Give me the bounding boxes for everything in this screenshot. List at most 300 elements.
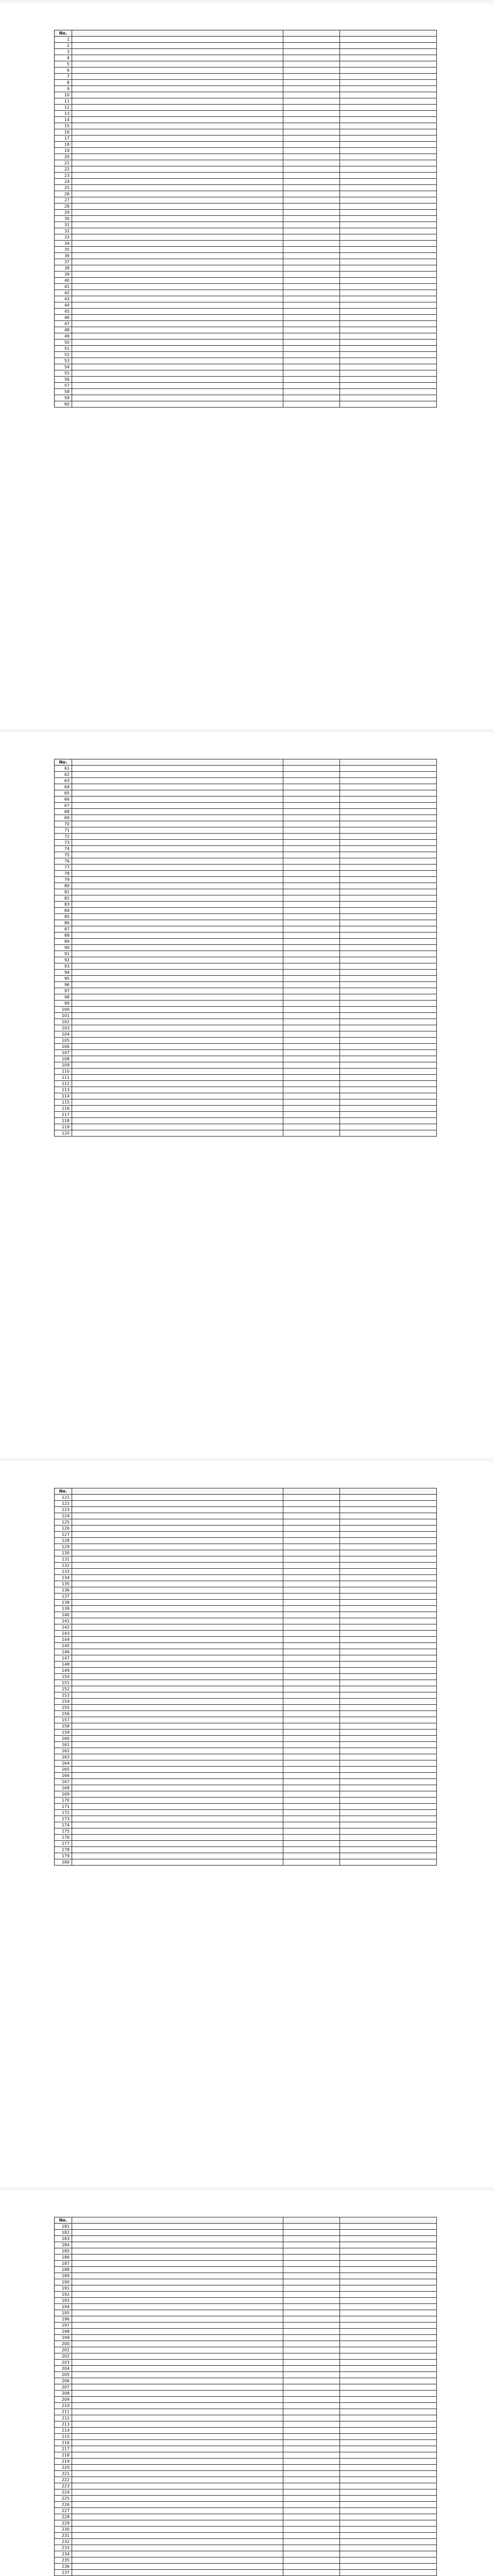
table-row xyxy=(55,778,437,784)
row-name xyxy=(72,902,283,908)
row-status xyxy=(283,877,340,883)
row-note xyxy=(340,2477,437,2483)
row-status xyxy=(283,123,340,129)
row-number: 137 xyxy=(55,1594,72,1600)
row-name xyxy=(72,315,283,321)
table-row xyxy=(55,135,437,142)
row-number: 128 xyxy=(55,1538,72,1544)
row-status xyxy=(283,1526,340,1532)
table-row xyxy=(55,2248,437,2255)
row-name xyxy=(72,55,283,61)
row-number: 175 xyxy=(55,1828,72,1835)
row-name xyxy=(72,766,283,772)
row-status xyxy=(283,364,340,370)
row-number: 95 xyxy=(55,976,72,982)
row-status xyxy=(283,2298,340,2304)
row-status xyxy=(283,265,340,272)
table-row xyxy=(55,2242,437,2248)
row-note xyxy=(340,1507,437,1513)
listing-table xyxy=(54,759,437,1137)
table-header-cell-0: No. xyxy=(55,759,72,766)
row-name xyxy=(72,1624,283,1631)
table-row xyxy=(55,1581,437,1587)
row-number: 182 xyxy=(55,2230,72,2236)
row-status xyxy=(283,1631,340,1637)
row-note xyxy=(340,191,437,197)
row-status xyxy=(283,191,340,197)
row-number: 44 xyxy=(55,302,72,309)
row-status xyxy=(283,1612,340,1618)
row-note xyxy=(340,247,437,253)
table-row xyxy=(55,1828,437,1835)
row-number: 223 xyxy=(55,2483,72,2489)
row-name xyxy=(72,111,283,117)
table-row xyxy=(55,1662,437,1668)
table-row xyxy=(55,272,437,278)
row-number: 122 xyxy=(55,1501,72,1507)
row-name xyxy=(72,809,283,815)
row-note xyxy=(340,216,437,222)
row-name xyxy=(72,2446,283,2452)
row-name xyxy=(72,2557,283,2564)
row-note xyxy=(340,166,437,173)
table-row xyxy=(55,2341,437,2347)
table-row xyxy=(55,179,437,185)
row-number: 74 xyxy=(55,846,72,852)
row-note xyxy=(340,2421,437,2428)
row-note xyxy=(340,2378,437,2384)
row-name xyxy=(72,98,283,105)
row-number: 66 xyxy=(55,796,72,803)
row-number: 36 xyxy=(55,253,72,259)
table-row xyxy=(55,1668,437,1674)
table-row xyxy=(55,2298,437,2304)
row-number: 181 xyxy=(55,2224,72,2230)
row-note xyxy=(340,2496,437,2502)
table-row xyxy=(55,1649,437,1655)
row-name xyxy=(72,2551,283,2557)
row-name xyxy=(72,2292,283,2298)
row-name xyxy=(72,2347,283,2353)
row-number: 102 xyxy=(55,1019,72,1025)
table-row xyxy=(55,117,437,123)
row-status xyxy=(283,234,340,241)
row-note xyxy=(340,315,437,321)
row-status xyxy=(283,1112,340,1118)
row-name xyxy=(72,340,283,346)
row-name xyxy=(72,1600,283,1606)
row-name xyxy=(72,2323,283,2329)
row-note xyxy=(340,1124,437,1130)
row-name xyxy=(72,1674,283,1680)
row-number: 169 xyxy=(55,1791,72,1798)
row-note xyxy=(340,2520,437,2527)
row-status xyxy=(283,1093,340,1099)
row-note xyxy=(340,1662,437,1668)
row-status xyxy=(283,1637,340,1643)
row-number: 45 xyxy=(55,309,72,315)
row-note xyxy=(340,1723,437,1730)
row-number: 76 xyxy=(55,858,72,865)
row-status xyxy=(283,2329,340,2335)
row-number: 119 xyxy=(55,1124,72,1130)
table-row xyxy=(55,920,437,926)
table-row xyxy=(55,1773,437,1779)
row-note xyxy=(340,358,437,364)
table-row xyxy=(55,333,437,340)
row-note xyxy=(340,173,437,179)
row-note xyxy=(340,2366,437,2372)
row-note xyxy=(340,1736,437,1742)
row-status xyxy=(283,2230,340,2236)
table-row xyxy=(55,1767,437,1773)
table-row xyxy=(55,1038,437,1044)
row-note xyxy=(340,2514,437,2520)
row-number: 21 xyxy=(55,160,72,166)
row-note xyxy=(340,67,437,74)
table-row xyxy=(55,1606,437,1612)
table-row xyxy=(55,327,437,333)
row-number: 178 xyxy=(55,1847,72,1853)
row-note xyxy=(340,2255,437,2261)
table-row xyxy=(55,2366,437,2372)
row-note xyxy=(340,61,437,67)
row-status xyxy=(283,1816,340,1822)
row-note xyxy=(340,951,437,957)
table-row xyxy=(55,395,437,401)
table-row xyxy=(55,2279,437,2285)
row-note xyxy=(340,2557,437,2564)
row-number: 90 xyxy=(55,945,72,951)
row-name xyxy=(72,278,283,284)
row-status xyxy=(283,1013,340,1019)
row-status xyxy=(283,272,340,278)
table-row xyxy=(55,1587,437,1594)
row-number: 142 xyxy=(55,1624,72,1631)
table-row xyxy=(55,2230,437,2236)
row-status xyxy=(283,883,340,889)
row-note xyxy=(340,2551,437,2557)
row-number: 151 xyxy=(55,1680,72,1686)
row-status xyxy=(283,1538,340,1544)
row-note xyxy=(340,1025,437,1031)
row-number: 224 xyxy=(55,2489,72,2496)
table-row xyxy=(55,2483,437,2489)
row-number: 147 xyxy=(55,1655,72,1662)
row-status xyxy=(283,1699,340,1705)
table-row xyxy=(55,2440,437,2446)
row-number: 23 xyxy=(55,173,72,179)
row-name xyxy=(72,2459,283,2465)
row-status xyxy=(283,1668,340,1674)
row-status xyxy=(283,92,340,98)
row-note xyxy=(340,1618,437,1624)
row-note xyxy=(340,1804,437,1810)
row-number: 186 xyxy=(55,2255,72,2261)
row-status xyxy=(283,117,340,123)
table-row xyxy=(55,2570,437,2576)
table-row xyxy=(55,43,437,49)
row-status xyxy=(283,197,340,204)
row-note xyxy=(340,370,437,377)
row-status xyxy=(283,1841,340,1847)
row-status xyxy=(283,2261,340,2267)
row-name xyxy=(72,296,283,302)
row-note xyxy=(340,49,437,55)
row-note xyxy=(340,1130,437,1137)
row-status xyxy=(283,2489,340,2496)
row-status xyxy=(283,1779,340,1785)
row-number: 19 xyxy=(55,148,72,154)
row-note xyxy=(340,55,437,61)
table-row xyxy=(55,340,437,346)
row-note xyxy=(340,2564,437,2570)
table-row xyxy=(55,86,437,92)
row-name xyxy=(72,1736,283,1742)
row-status xyxy=(283,179,340,185)
row-status xyxy=(283,1798,340,1804)
row-note xyxy=(340,2391,437,2397)
row-note xyxy=(340,321,437,327)
table-row xyxy=(55,80,437,86)
row-number: 231 xyxy=(55,2533,72,2539)
row-status xyxy=(283,1692,340,1699)
table-row xyxy=(55,957,437,963)
table-row xyxy=(55,166,437,173)
table-row xyxy=(55,988,437,994)
row-number: 68 xyxy=(55,809,72,815)
row-status xyxy=(283,383,340,389)
table-row xyxy=(55,2564,437,2570)
table-row xyxy=(55,895,437,902)
row-name xyxy=(72,790,283,796)
row-number: 194 xyxy=(55,2304,72,2310)
row-note xyxy=(340,210,437,216)
row-status xyxy=(283,1649,340,1655)
row-note xyxy=(340,1519,437,1526)
row-name xyxy=(72,284,283,290)
row-status xyxy=(283,1025,340,1031)
row-number: 107 xyxy=(55,1050,72,1056)
table-row xyxy=(55,259,437,265)
row-name xyxy=(72,2236,283,2242)
table-row xyxy=(55,74,437,80)
row-number: 129 xyxy=(55,1544,72,1550)
row-number: 73 xyxy=(55,840,72,846)
row-status xyxy=(283,1773,340,1779)
row-note xyxy=(340,803,437,809)
row-status xyxy=(283,1056,340,1062)
row-status xyxy=(283,2533,340,2539)
row-name xyxy=(72,389,283,395)
row-name xyxy=(72,970,283,976)
table-row xyxy=(55,370,437,377)
row-status xyxy=(283,370,340,377)
table-row xyxy=(55,908,437,914)
row-number: 105 xyxy=(55,1038,72,1044)
row-number: 172 xyxy=(55,1810,72,1816)
row-status xyxy=(283,352,340,358)
table-row xyxy=(55,1779,437,1785)
table-row xyxy=(55,945,437,951)
row-name xyxy=(72,982,283,988)
row-number: 206 xyxy=(55,2378,72,2384)
table-row xyxy=(55,1563,437,1569)
row-note xyxy=(340,1692,437,1699)
row-number: 184 xyxy=(55,2242,72,2248)
row-status xyxy=(283,865,340,871)
row-note xyxy=(340,902,437,908)
table-row xyxy=(55,2421,437,2428)
row-status xyxy=(283,914,340,920)
row-note xyxy=(340,2298,437,2304)
row-status xyxy=(283,1655,340,1662)
row-status xyxy=(283,1587,340,1594)
row-number: 149 xyxy=(55,1668,72,1674)
row-name xyxy=(72,2360,283,2366)
row-status xyxy=(283,2248,340,2255)
row-name xyxy=(72,302,283,309)
row-note xyxy=(340,766,437,772)
row-note xyxy=(340,340,437,346)
table-row xyxy=(55,1526,437,1532)
row-number: 234 xyxy=(55,2551,72,2557)
row-name xyxy=(72,2477,283,2483)
table-row xyxy=(55,2397,437,2403)
row-name xyxy=(72,2316,283,2323)
table-row xyxy=(55,963,437,970)
row-note xyxy=(340,92,437,98)
table-header-cell-2 xyxy=(283,759,340,766)
row-note xyxy=(340,1748,437,1754)
row-number: 135 xyxy=(55,1581,72,1587)
row-note xyxy=(340,2224,437,2230)
row-number: 30 xyxy=(55,216,72,222)
table-row xyxy=(55,160,437,166)
row-status xyxy=(283,67,340,74)
row-note xyxy=(340,1773,437,1779)
row-name xyxy=(72,963,283,970)
row-number: 121 xyxy=(55,1495,72,1501)
row-note xyxy=(340,179,437,185)
row-note xyxy=(340,2372,437,2378)
row-note xyxy=(340,1606,437,1612)
table-row xyxy=(55,1612,437,1618)
row-status xyxy=(283,2372,340,2378)
row-note xyxy=(340,1495,437,1501)
row-note xyxy=(340,994,437,1001)
table-row xyxy=(55,389,437,395)
row-note xyxy=(340,1587,437,1594)
row-status xyxy=(283,772,340,778)
row-status xyxy=(283,1804,340,1810)
row-note xyxy=(340,1853,437,1859)
row-name xyxy=(72,858,283,865)
row-number: 150 xyxy=(55,1674,72,1680)
row-note xyxy=(340,1106,437,1112)
row-number: 92 xyxy=(55,957,72,963)
table-row xyxy=(55,933,437,939)
row-number: 190 xyxy=(55,2279,72,2285)
row-status xyxy=(283,1680,340,1686)
row-note xyxy=(340,401,437,408)
row-note xyxy=(340,1742,437,1748)
table-row xyxy=(55,1711,437,1717)
row-note xyxy=(340,2533,437,2539)
row-number: 165 xyxy=(55,1767,72,1773)
row-name xyxy=(72,2310,283,2316)
row-status xyxy=(283,2409,340,2415)
row-status xyxy=(283,315,340,321)
row-status xyxy=(283,309,340,315)
row-number: 110 xyxy=(55,1069,72,1075)
row-name xyxy=(72,920,283,926)
row-number: 41 xyxy=(55,284,72,290)
row-status xyxy=(283,135,340,142)
row-name xyxy=(72,37,283,43)
table-row xyxy=(55,2514,437,2520)
row-status xyxy=(283,945,340,951)
row-name xyxy=(72,796,283,803)
table-row xyxy=(55,1810,437,1816)
row-status xyxy=(283,1662,340,1668)
row-number: 111 xyxy=(55,1075,72,1081)
row-name xyxy=(72,43,283,49)
row-number: 189 xyxy=(55,2273,72,2279)
row-note xyxy=(340,1532,437,1538)
row-note xyxy=(340,2502,437,2508)
row-number: 127 xyxy=(55,1532,72,1538)
row-number: 118 xyxy=(55,1118,72,1124)
table-row xyxy=(55,2533,437,2539)
row-number: 214 xyxy=(55,2428,72,2434)
row-number: 80 xyxy=(55,883,72,889)
row-name xyxy=(72,1798,283,1804)
row-note xyxy=(340,1526,437,1532)
row-name xyxy=(72,1841,283,1847)
table-row xyxy=(55,92,437,98)
table-header-cell-1 xyxy=(72,1488,283,1495)
row-name xyxy=(72,889,283,895)
table-row xyxy=(55,815,437,821)
row-note xyxy=(340,1668,437,1674)
row-note xyxy=(340,1050,437,1056)
row-name xyxy=(72,2384,283,2391)
row-number: 124 xyxy=(55,1513,72,1519)
row-name xyxy=(72,1748,283,1754)
row-note xyxy=(340,1594,437,1600)
row-note xyxy=(340,908,437,914)
row-name xyxy=(72,105,283,111)
row-name xyxy=(72,2527,283,2533)
row-name xyxy=(72,2372,283,2378)
row-status xyxy=(283,2353,340,2360)
table-row xyxy=(55,173,437,179)
table-header-cell-3 xyxy=(340,30,437,37)
row-status xyxy=(283,902,340,908)
row-number: 52 xyxy=(55,352,72,358)
row-note xyxy=(340,197,437,204)
row-note xyxy=(340,1581,437,1587)
row-number: 201 xyxy=(55,2347,72,2353)
row-name xyxy=(72,1847,283,1853)
row-status xyxy=(283,809,340,815)
table-row xyxy=(55,49,437,55)
row-status xyxy=(283,228,340,234)
row-name xyxy=(72,2496,283,2502)
row-status xyxy=(283,105,340,111)
row-status xyxy=(283,1810,340,1816)
